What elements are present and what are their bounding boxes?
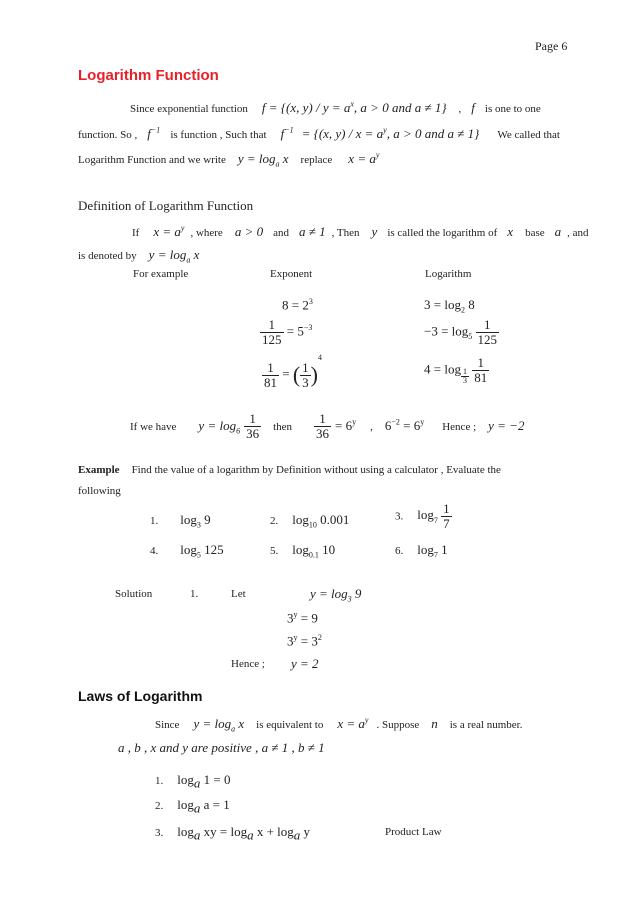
solution-result: y = 2: [291, 656, 319, 671]
f-symbol: f: [471, 100, 475, 115]
exercise-3: 3. $\log_7$ $\frac{1}{7}$: [395, 501, 450, 531]
exercise-6: 6. $\log_7 1$: [395, 542, 448, 560]
definition-line-2: is denoted by $y = \log_a x$: [78, 247, 200, 265]
exercise-2: 2. $\log_{10} 0.001$: [270, 512, 350, 530]
intro-math: f = {(x, $y) / y = a^x$, a > 0 and a ≠ 1}: [261, 99, 447, 115]
law-3-tag: Product Law: [385, 826, 442, 838]
exercise-4: 4. $\log_5 125$: [150, 542, 224, 560]
example-label: Example: [78, 464, 120, 476]
definition-heading: Definition of Logarithm Function: [78, 198, 254, 213]
intro-line-3: Logarithm Function and we write $y = \log_a x$ replace $x = a^y$: [78, 150, 380, 169]
page-number: Page 6: [535, 39, 568, 53]
laws-intro-line: Since $y = \log_a x$ is equivalent to $x = a^y$ . Suppose n is a real number.: [155, 715, 523, 734]
exercise-5: 5. $\log_{0.1} 10$: [270, 542, 336, 560]
exponent-row-2: $\frac{1}{125}$ = $5^{-3}$: [262, 317, 313, 347]
solution-let: Let: [231, 588, 246, 600]
laws-conditions: a , b , x and y are positive , a ≠ 1 , b ≠ 1: [118, 740, 325, 755]
table-header-logarithm: Logarithm: [425, 268, 472, 280]
log-row-3: 4 = log $\frac{1}{3}$ $\frac{1}{81}$: [424, 355, 488, 386]
exponent-row-3: $\frac{1}{81}$ = ( $\frac{1}{3}$ )$^4$: [264, 353, 322, 390]
table-header-exponent: Exponent: [270, 268, 313, 280]
solution-step-2: 3$^y$ = 9: [287, 610, 318, 626]
law-3: 3. $\log_a$ xy = $\log_a x + \log_a y$: [155, 824, 311, 843]
example-line: Example Find the value of a logarithm by Definition without using a calculator , Evaluate the: [78, 464, 501, 476]
exercise-1: 1. $\log_3 9$: [150, 512, 211, 530]
intro-line-2: function. So , $f^{-1}$ is function , Such that $f^{-1} = \{(x$, $y) / x = a^y$, a > 0 and a ≠ 1} We called that: [78, 125, 560, 141]
solution-step-1: $y = \log_3 9$: [310, 586, 362, 604]
solution-step-3: $3^y = 3^2$: [287, 633, 322, 649]
solution-number: 1.: [190, 588, 199, 600]
exponent-row-1: $8 = 2^3$: [282, 297, 313, 313]
law-1: 1. $\log_a 1 = 0$: [155, 772, 231, 791]
if-we-have-line: If we have $y = \log_6$ $\frac{1}{36}$ then $\frac{1}{36}$ = $6^y$ , $6^{-2} = 6^y$ Hence ; y = −2: [130, 411, 525, 441]
example-line-2: following: [78, 485, 121, 497]
solution-label: Solution: [115, 588, 153, 600]
definition-line-1: If $x = a^y$ , where a > 0 and a ≠ 1 , Then y is called the logarithm of x base a , and: [132, 223, 589, 239]
table-header-example: For example: [133, 268, 189, 280]
laws-heading: Laws of Logarithm: [78, 688, 203, 704]
law-2: 2. $\log_a a = 1$: [155, 797, 230, 816]
intro-line-1: Since exponential function f = {(x, $y) / y = a^x$, a > 0 and a ≠ 1} , f is one to one: [130, 99, 541, 115]
log-row-1: $3 = \log_2 8$: [424, 297, 475, 315]
intro-tail: is one to one: [484, 103, 541, 115]
log-row-2: $-3 = \log_5$ $\frac{1}{125}$: [424, 317, 498, 347]
intro-text: Since exponential function: [130, 103, 248, 115]
section-title: Logarithm Function: [78, 67, 219, 84]
solution-hence: Hence ;: [231, 658, 265, 670]
